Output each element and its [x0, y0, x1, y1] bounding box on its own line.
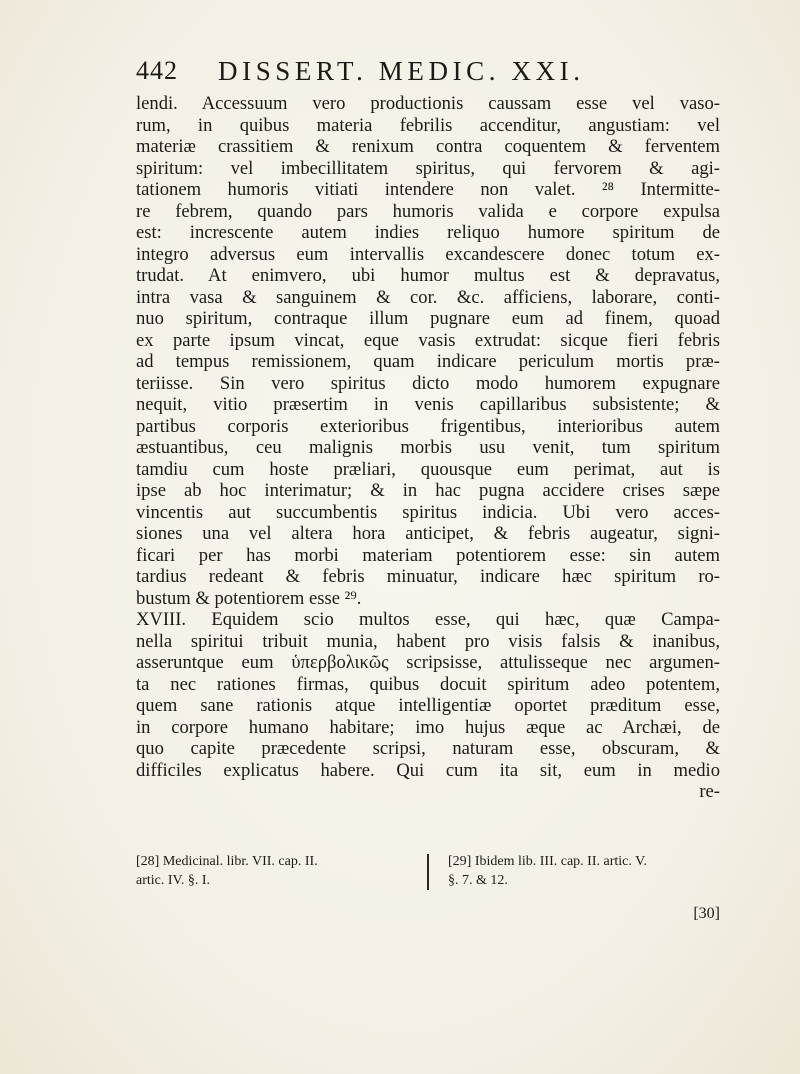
- text-line: difficiles explicatus habere. Qui cum ita sit, eum in medio: [136, 759, 720, 781]
- text-line: bustum & potentiorem esse ²⁹.: [136, 587, 362, 609]
- text-line: siones una vel altera hora anticipet, & febris augeatur, signi-: [136, 523, 720, 544]
- text-line: quem sane rationis atque intelligentiæ oportet præditum esse,: [136, 695, 720, 716]
- text-line: asseruntque eum ὑπερβολικῶς scripsisse, attulisseque nec argumen-: [136, 652, 720, 673]
- footnote-28: [136, 852, 421, 890]
- text-line: nella spiritui tribuit munia, habent pro visis falsis & inanibus,: [136, 630, 720, 652]
- text-line: est: increscente autem indies reliquo humore spiritum de: [136, 222, 720, 243]
- text-line: ta nec rationes firmas, quibus docuit spiritum adeo potentem,: [136, 673, 720, 695]
- text-line: rum, in quibus materia febrilis accenditur, angustiam: vel: [136, 114, 720, 136]
- text-line: re febrem, quando pars humoris valida e corpore expulsa: [136, 200, 720, 222]
- text-line: quo capite præcedente scripsi, naturam esse, obscuram, &: [136, 738, 720, 759]
- text-line: integro adversus eum intervallis excandescere donec totum ex-: [136, 243, 720, 265]
- section-heading-line: XVIII. Equidem scio multos esse, qui hæc, quæ Campa-: [136, 609, 720, 630]
- text-line: tardius redeant & febris minuatur, indicare hæc spiritum ro-: [136, 566, 720, 587]
- text-line: nuo spiritum, contraque illum pugnare eum ad finem, quoad: [136, 308, 720, 329]
- text-line: vincentis aut succumbentis spiritus indicia. Ubi vero acces-: [136, 501, 720, 523]
- text-line: in corpore humano habitare; imo hujus æque ac Archæi, de: [136, 716, 720, 738]
- footnote-line: [29] Ibidem lib. III. cap. II. artic. V.: [448, 854, 647, 869]
- footnote-line: §. 7. & 12.: [448, 873, 508, 888]
- text-line: intra vasa & sanguinem & cor. &c. afficiens, laborare, conti-: [136, 286, 720, 308]
- footnote-line: [28] Medicinal. libr. VII. cap. II.: [136, 854, 318, 869]
- footnote-line: artic. IV. §. I.: [136, 873, 210, 888]
- running-head: DISSERT. MEDIC. XXI.: [218, 56, 585, 86]
- text-line: ficari per has morbi materiam potentiorem esse: sin autem: [136, 544, 720, 566]
- text-line: tamdiu cum hoste præliari, quousque eum perimat, aut is: [136, 458, 720, 480]
- footnote-divider: [427, 854, 429, 890]
- page-header: [136, 56, 696, 90]
- text-line: spiritum: vel imbecillitatem spiritus, qui fervorem & agi-: [136, 157, 720, 179]
- text-line: nequit, vitio præsertim in venis capillaribus subsistente; &: [136, 394, 720, 415]
- page-number: 442: [136, 56, 178, 85]
- catchword-line: re-: [699, 781, 720, 802]
- footnote-29: [448, 852, 720, 890]
- text-line: ipse ab hoc interimatur; & in hac pugna accidere crises sæpe: [136, 480, 720, 501]
- text-line: trudat. At enimvero, ubi humor multus est & depravatus,: [136, 265, 720, 286]
- text-line: teriisse. Sin vero spiritus dicto modo humorem expugnare: [136, 372, 720, 394]
- body-text: [136, 93, 720, 803]
- text-line: æstuantibus, ceu malignis morbis usu venit, tum spiritum: [136, 437, 720, 458]
- text-line: tationem humoris vitiati intendere non valet. ²⁸ Intermitte-: [136, 179, 720, 200]
- text-line: ad tempus remissionem, quam indicare periculum mortis præ-: [136, 351, 720, 372]
- catchword: [30]: [693, 905, 720, 922]
- text-line: lendi. Accessuum vero productionis caussam esse vel vaso-: [136, 93, 720, 114]
- text-line: partibus corporis exterioribus frigentibus, interioribus autem: [136, 415, 720, 437]
- text-line: ex parte ipsum vincat, eque vasis extrudat: sicque fieri febris: [136, 329, 720, 351]
- footnotes: [136, 852, 720, 894]
- text-line: materiæ crassitiem & renixum contra coquentem & ferventem: [136, 136, 720, 157]
